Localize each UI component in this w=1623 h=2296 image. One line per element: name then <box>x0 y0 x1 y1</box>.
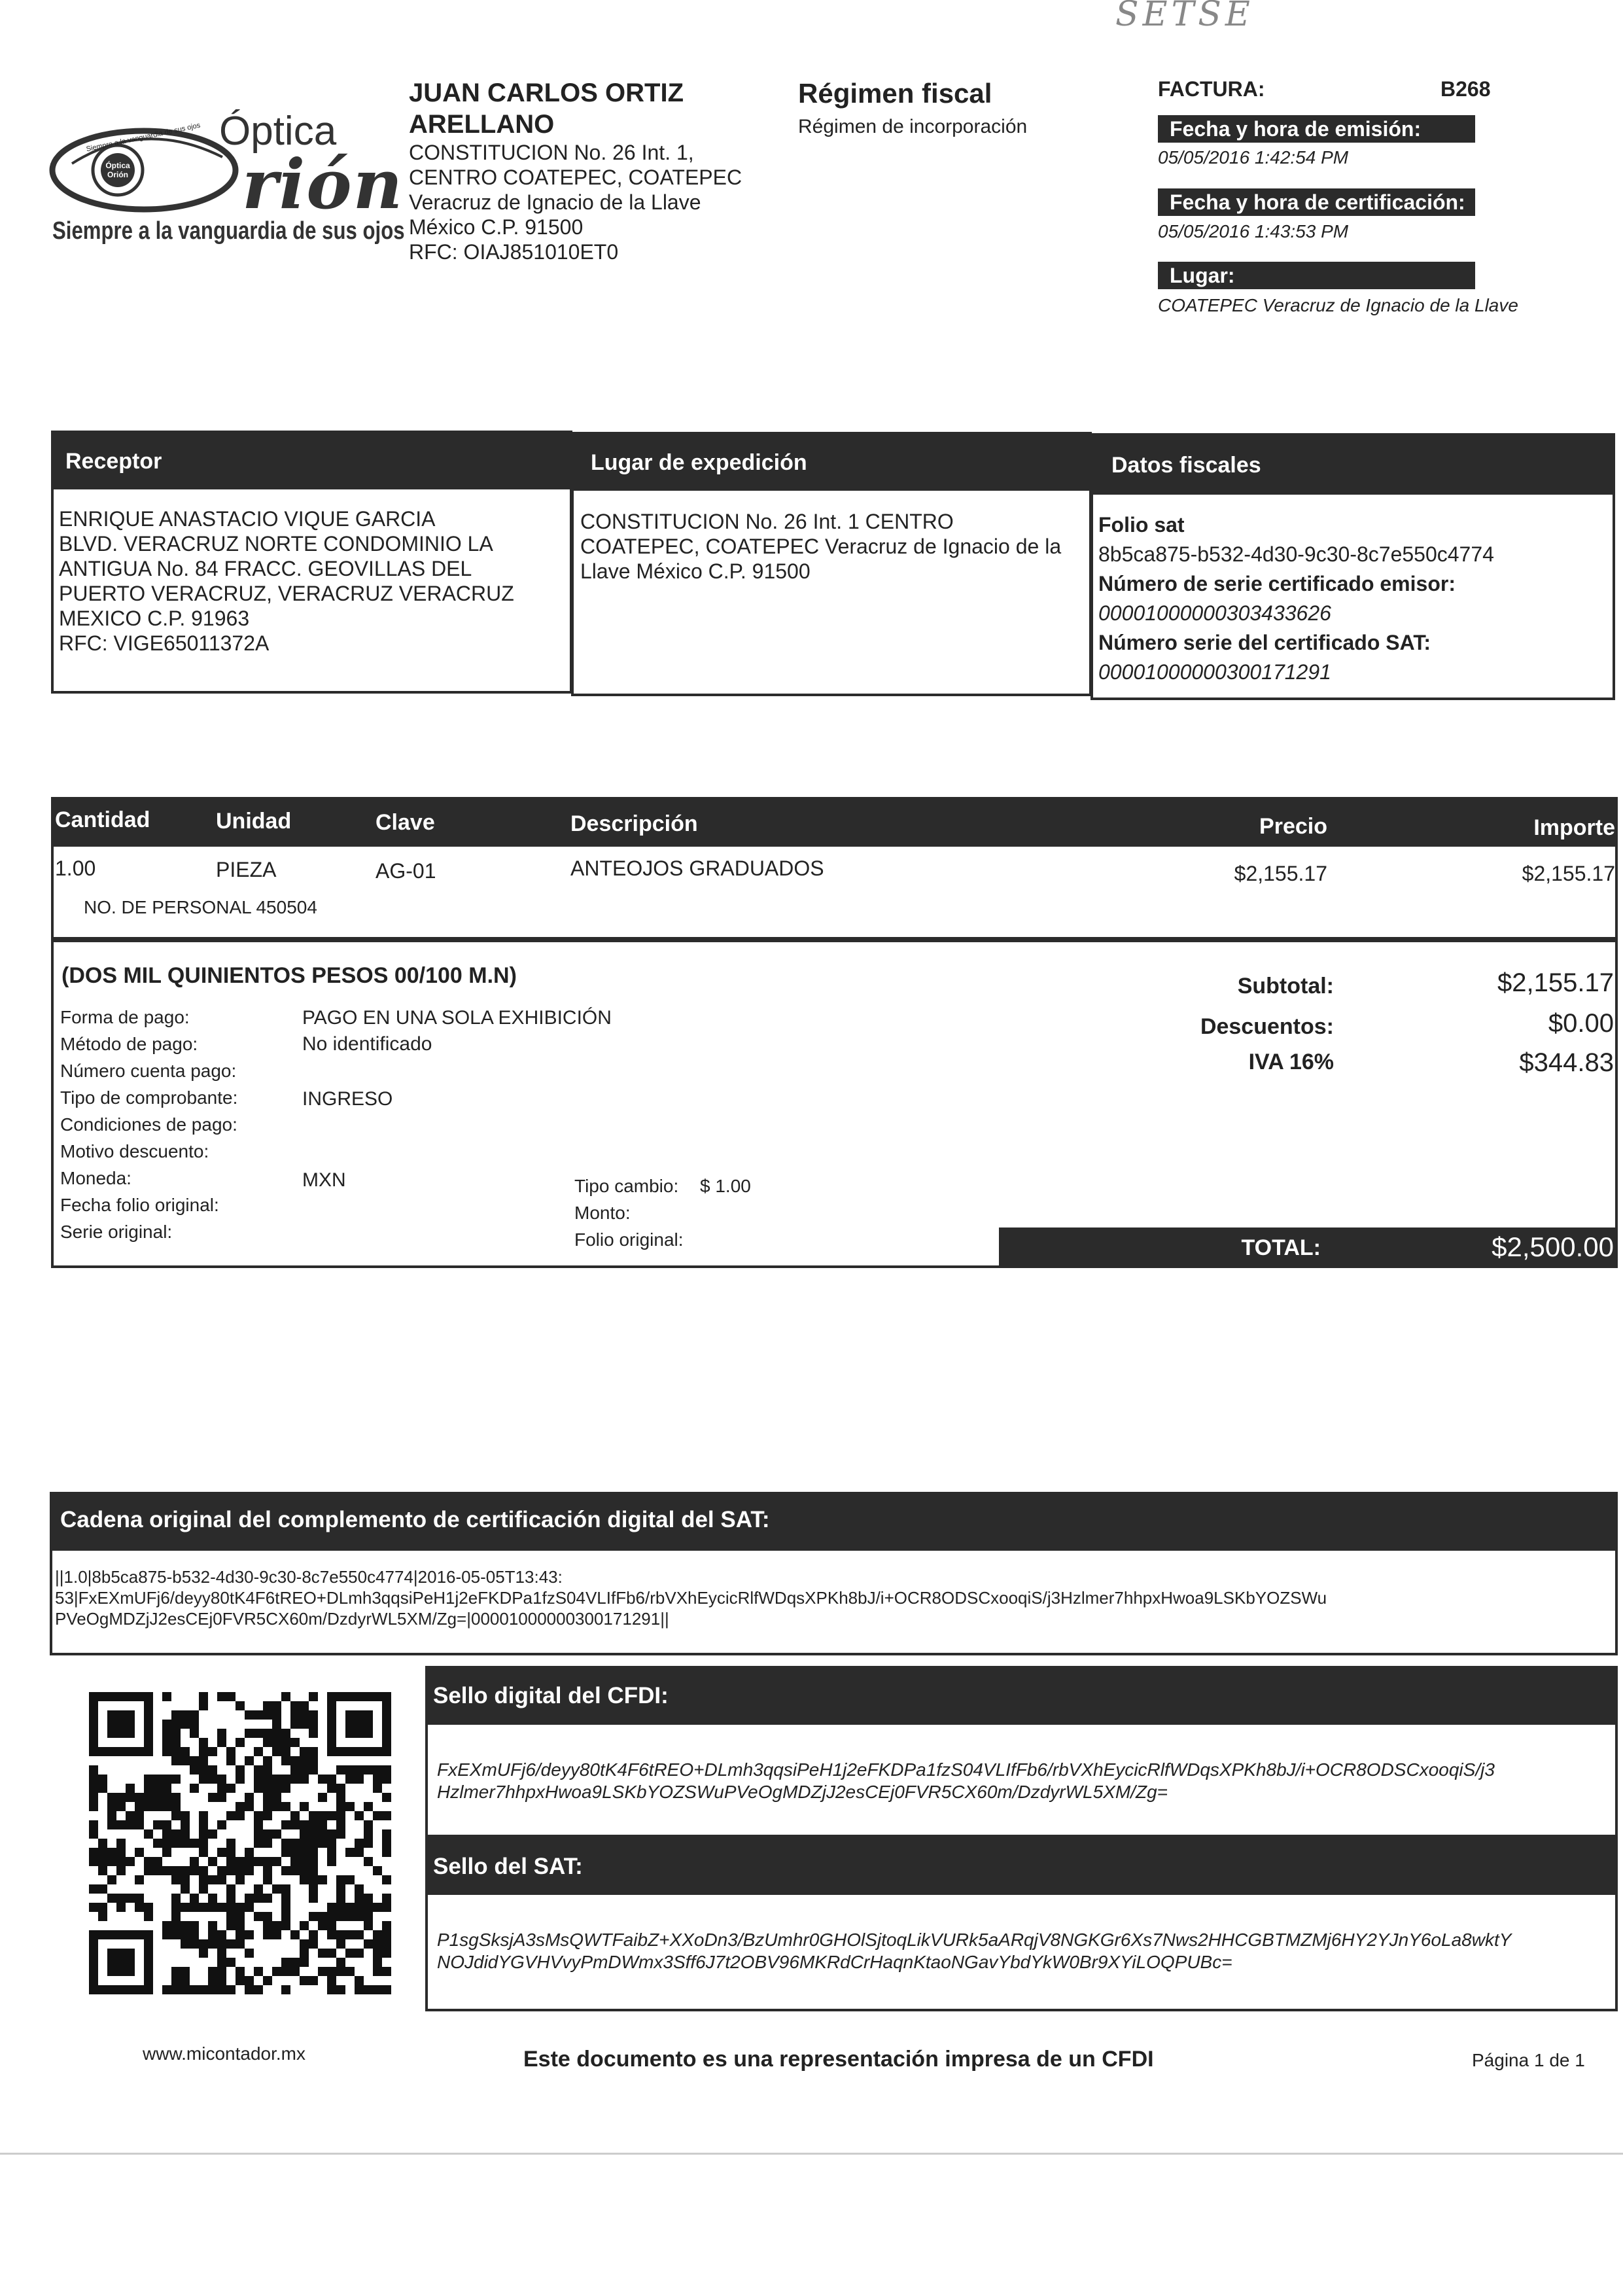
monto-label: Monto: <box>574 1203 631 1223</box>
footer-website[interactable]: www.micontador.mx <box>143 2043 305 2064</box>
sello-cfdi-box <box>425 1666 1618 1837</box>
issuer-block <box>409 77 742 264</box>
receptor-name: ENRIQUE ANASTACIO VIQUE GARCIA <box>59 507 436 531</box>
cuenta-pago-label: Número cuenta pago: <box>60 1061 237 1081</box>
issuer-address-line2: CENTRO COATEPEC, COATEPEC <box>409 166 742 189</box>
issuer-name-line1: JUAN CARLOS ORTIZ <box>409 79 684 107</box>
logo-tagline: Siempre a la vanguardia de sus ojos <box>52 217 405 245</box>
sello-sat-line2: NOJdidYGVHVvyPmDWmx3Sff6J7t2OBV96MKRdCrHaqnKtaoNGavYbdYkW0Br9XYiLOQPUBc= <box>437 1952 1232 1972</box>
total-value: $2,500.00 <box>1492 1231 1614 1262</box>
expedicion-box <box>571 432 1092 696</box>
condiciones-pago-label: Condiciones de pago: <box>60 1114 237 1135</box>
serie-emisor-label: Número de serie certificado emisor: <box>1098 572 1456 595</box>
row-importe: $2,155.17 <box>1522 862 1615 885</box>
fiscal-box <box>1091 433 1615 700</box>
logo-brand-main: rión <box>242 144 404 224</box>
certificacion-label: Fecha y hora de certificación: <box>1158 188 1475 216</box>
regimen-block <box>798 77 1027 139</box>
factura-number: B268 <box>1440 77 1491 101</box>
iva-label: IVA 16% <box>1248 1050 1334 1074</box>
folio-sat-label: Folio sat <box>1098 513 1185 537</box>
certificacion-value: 05/05/2016 1:43:53 PM <box>1158 221 1349 241</box>
row-clave: AG-01 <box>375 859 436 883</box>
serie-emisor-value: 00001000000303433626 <box>1098 601 1331 625</box>
row-cantidad: 1.00 <box>55 857 96 880</box>
col-cantidad: Cantidad <box>55 807 150 832</box>
metodo-pago-value: No identificado <box>302 1033 432 1055</box>
expedicion-line3: Llave México C.P. 91500 <box>580 559 811 583</box>
tipo-cambio-label: Tipo cambio: <box>574 1176 679 1196</box>
logo-arc-text: Siempre a la vanguardia de sus ojos <box>85 121 201 154</box>
lugar-value: COATEPEC Veracruz de Ignacio de la Llave <box>1158 295 1518 315</box>
cadena-line2: 53|FxEXmUFj6/deyy80tK4F6tREO+DLmh3qqsiPeH1j2eFKDPa1fzS04VLIfFb6/rbVXhEycicRlfWDqsXPKh8bJ/i+OCR8ODSCxooqiS/j3Hzlmer7hhpxHwoa9LSKbYOZSWu <box>55 1588 1327 1608</box>
issuer-address-line1: CONSTITUCION No. 26 Int. 1, <box>409 141 694 164</box>
factura-label: FACTURA: <box>1158 77 1265 101</box>
cadena-header: Cadena original del complemento de certificación digital del SAT: <box>52 1494 1615 1551</box>
tipo-comprobante-value: INGRESO <box>302 1088 393 1110</box>
receptor-address-line4: MEXICO C.P. 91963 <box>59 607 250 630</box>
fecha-folio-original-label: Fecha folio original: <box>60 1195 219 1215</box>
payment-totals-box <box>51 937 1618 1268</box>
motivo-descuento-label: Motivo descuento: <box>60 1141 209 1161</box>
descuentos-label: Descuentos: <box>1200 1014 1334 1039</box>
sello-sat-line1: P1sgSksjA3sMsQWTFaibZ+XXoDn3/BzUmhr0GHOlSjtoqLikVURk5aARqjV8NGKGr6Xs7Nws2HHCGBTMZMj6HY2YJnY6oLa8wktY <box>437 1930 1512 1950</box>
sello-cfdi-line1: FxEXmUFj6/deyy80tK4F6tREO+DLmh3qqsiPeH1j2eFKDPa1fzS04VLIfFb6/rbVXhEycicRlfWDqsXPKh8bJ/i+OCR8ODSCxooqiS/j3 <box>437 1759 1495 1780</box>
descuentos-value: $0.00 <box>1548 1009 1614 1038</box>
subtotal-value: $2,155.17 <box>1497 968 1614 997</box>
iva-value: $344.83 <box>1519 1048 1614 1077</box>
footer-page-number: Página 1 de 1 <box>1472 2050 1585 2070</box>
receptor-rfc: RFC: VIGE65011372A <box>59 631 270 655</box>
serie-sat-label: Número serie del certificado SAT: <box>1098 631 1431 654</box>
row-precio: $2,155.17 <box>1234 862 1327 885</box>
subtotal-label: Subtotal: <box>1237 974 1334 998</box>
items-table <box>51 797 1618 942</box>
receptor-address-line3: PUERTO VERACRUZ, VERACRUZ VERACRUZ <box>59 582 514 605</box>
sello-sat-box <box>425 1836 1618 2011</box>
forma-pago-label: Forma de pago: <box>60 1007 190 1027</box>
receptor-box <box>51 431 572 694</box>
tipo-comprobante-label: Tipo de comprobante: <box>60 1087 238 1108</box>
issuer-rfc: RFC: OIAJ851010ET0 <box>409 240 619 264</box>
fiscal-header: Datos fiscales <box>1093 436 1613 495</box>
regimen-value: Régimen de incorporación <box>798 116 1028 137</box>
row-unidad: PIEZA <box>216 858 277 881</box>
sello-sat-header: Sello del SAT: <box>428 1839 1615 1895</box>
items-header-row <box>54 800 1615 847</box>
cadena-line1: ||1.0|8b5ca875-b532-4d30-9c30-8c7e550c4774|2016-05-05T13:43: <box>55 1567 563 1587</box>
col-descripcion: Descripción <box>570 811 698 836</box>
serie-original-label: Serie original: <box>60 1222 173 1242</box>
lugar-label: Lugar: <box>1158 262 1475 289</box>
row-note: NO. DE PERSONAL 450504 <box>84 897 317 917</box>
handwritten-annotation: SETSE <box>1115 0 1254 34</box>
issuer-address-line4: México C.P. 91500 <box>409 215 584 239</box>
regimen-title: Régimen fiscal <box>798 78 992 109</box>
receptor-address-line1: BLVD. VERACRUZ NORTE CONDOMINIO LA <box>59 532 493 556</box>
metodo-pago-label: Método de pago: <box>60 1034 198 1054</box>
sello-cfdi-line2: Hzlmer7hhpxHwoa9LSKbYOZSWuPVeOgMDZjJ2esCEj0FVR5CX60m/DzdyrWL5XM/Zg= <box>437 1782 1168 1802</box>
folio-original-label: Folio original: <box>574 1229 684 1250</box>
expedicion-line1: CONSTITUCION No. 26 Int. 1 CENTRO <box>580 510 954 533</box>
cadena-original-box <box>50 1492 1618 1655</box>
row-descripcion: ANTEOJOS GRADUADOS <box>570 857 824 880</box>
serie-sat-value: 00001000000300171291 <box>1098 660 1331 684</box>
col-unidad: Unidad <box>216 809 292 834</box>
optica-orion-logo <box>46 105 406 262</box>
receptor-header: Receptor <box>54 433 570 489</box>
emision-value: 05/05/2016 1:42:54 PM <box>1158 147 1349 168</box>
col-clave: Clave <box>375 810 435 835</box>
expedicion-line2: COATEPEC, COATEPEC Veracruz de Ignacio de la <box>580 535 1062 558</box>
col-precio: Precio <box>1259 814 1327 839</box>
cadena-line3: PVeOgMDZjJ2esCEj0FVR5CX60m/DzdyrWL5XM/Zg=|00001000000300171291|| <box>55 1609 669 1629</box>
emision-label: Fecha y hora de emisión: <box>1158 115 1475 143</box>
total-bar <box>999 1227 1615 1265</box>
page-bottom-edge <box>0 2153 1623 2155</box>
receptor-address-line2: ANTIGUA No. 84 FRACC. GEOVILLAS DEL <box>59 557 472 580</box>
issuer-name-line2: ARELLANO <box>409 110 555 139</box>
col-importe: Importe <box>1533 815 1615 840</box>
logo-badge: Óptica Orión <box>105 161 130 179</box>
footer-cfdi-note: Este documento es una representación impresa de un CFDI <box>523 2047 1154 2072</box>
moneda-label: Moneda: <box>60 1168 131 1188</box>
moneda-value: MXN <box>302 1169 346 1191</box>
qr-code <box>88 1689 393 1997</box>
total-label: TOTAL: <box>1241 1235 1321 1260</box>
forma-pago-value: PAGO EN UNA SOLA EXHIBICIÓN <box>302 1007 612 1029</box>
logo-brand-top: Óptica <box>219 109 337 154</box>
amount-in-words: (DOS MIL QUINIENTOS PESOS 00/100 M.N) <box>61 963 517 988</box>
issuer-address-line3: Veracruz de Ignacio de la Llave <box>409 190 701 214</box>
folio-sat-value: 8b5ca875-b532-4d30-9c30-8c7e550c4774 <box>1098 542 1494 566</box>
expedicion-header: Lugar de expedición <box>574 434 1089 491</box>
tipo-cambio-value: $ 1.00 <box>700 1176 751 1196</box>
sello-cfdi-header: Sello digital del CFDI: <box>428 1669 1615 1725</box>
table-row <box>54 847 1615 938</box>
